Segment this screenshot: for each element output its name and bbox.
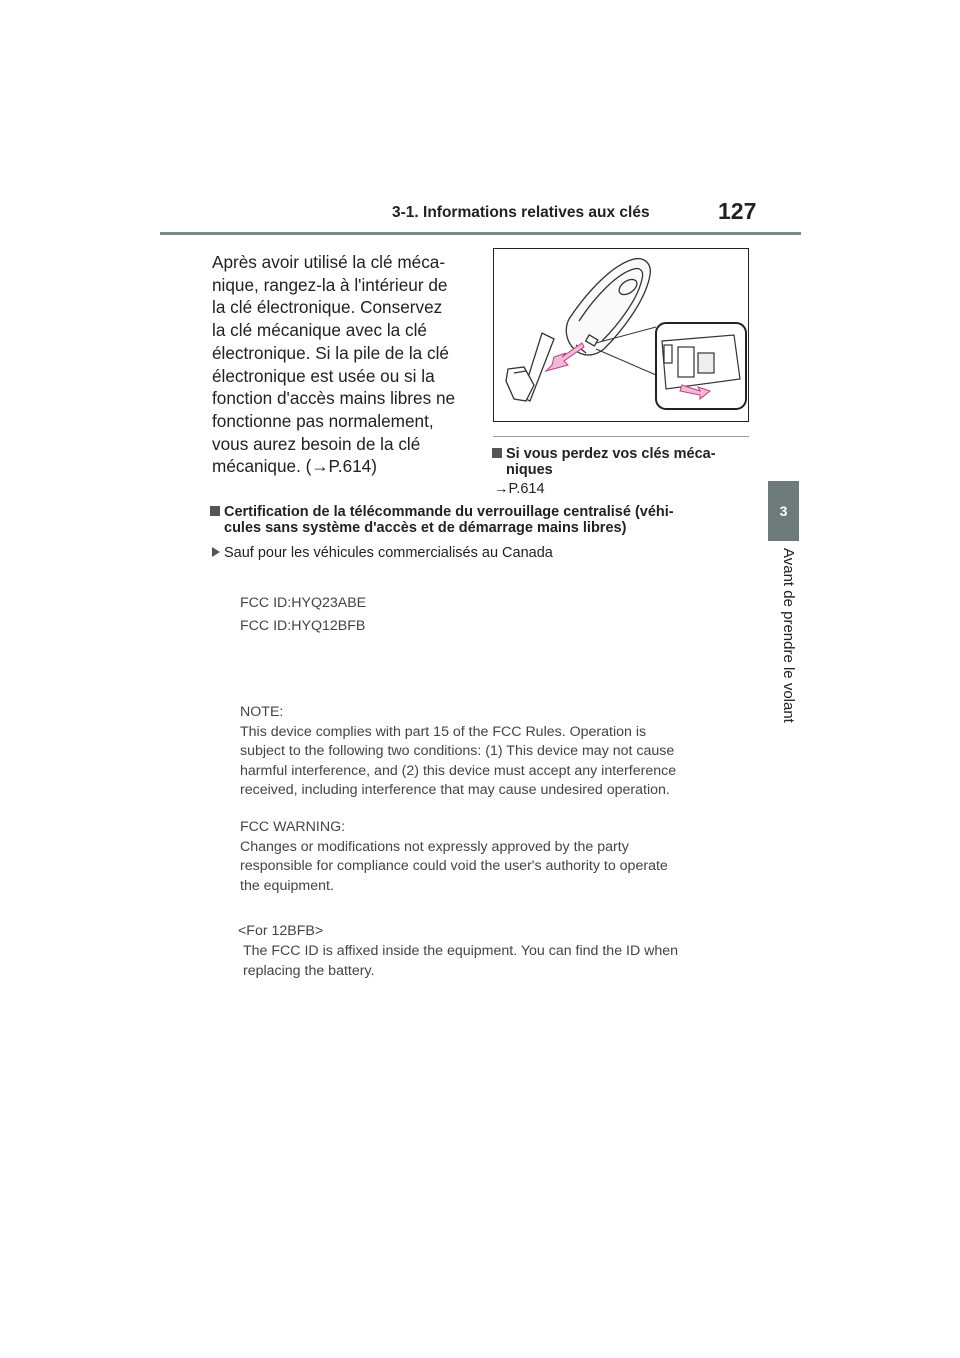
remove-arrow-icon: [546, 343, 584, 371]
fcc-note-line: harmful interference, and (2) this device must accept any interference: [240, 762, 677, 779]
intro-paragraph: [212, 251, 474, 478]
lost-keys-reference[interactable]: →P.614: [494, 481, 545, 497]
fcc-note-line: This device complies with part 15 of the FCC Rules. Operation is: [240, 723, 647, 740]
model-note-line: replacing the battery.: [243, 962, 375, 979]
intro-line: électronique. Si la pile de la clé: [212, 342, 449, 363]
figure-divider: [493, 436, 749, 437]
certification-heading: [210, 504, 750, 536]
fcc-id: FCC ID:HYQ23ABE: [240, 595, 367, 611]
fcc-id: FCC ID:HYQ12BFB: [240, 618, 366, 634]
fcc-note-line: received, including interference that may cause undesired operation.: [240, 782, 670, 798]
certification-heading-line: cules sans système d'accès et de démarrage mains libres): [224, 520, 627, 536]
bullet-triangle-icon: [212, 547, 220, 557]
fcc-warning-line: FCC WARNING:: [240, 819, 346, 835]
intro-line: fonction d'accès mains libres ne: [212, 388, 456, 409]
heading-square-icon: [210, 506, 220, 516]
intro-line: fonctionne pas normalement,: [212, 410, 434, 431]
fcc-model-tag: [238, 922, 738, 942]
model-note-line: The FCC ID is affixed inside the equipment. You can find the ID when: [243, 943, 679, 959]
intro-line: la clé mécanique avec la clé: [212, 320, 427, 341]
intro-line: la clé électronique. Conservez: [212, 297, 443, 318]
lost-keys-heading: [492, 446, 750, 478]
model-tag: <For 12BFB>: [238, 923, 324, 939]
header-rule: [160, 232, 801, 235]
zoom-inset: [656, 323, 746, 409]
intro-line: mécanique. (→P.614): [212, 456, 377, 477]
heading-square-icon: [492, 448, 502, 458]
chapter-tab[interactable]: 3: [768, 481, 799, 541]
certification-heading-line: Certification de la télécommande du verrouillage centralisé (véhi-: [224, 504, 674, 520]
intro-line: Après avoir utilisé la clé méca-: [212, 252, 446, 272]
chapter-label: Avant de prendre le volant: [780, 548, 797, 723]
fcc-model-note: [243, 942, 743, 981]
lost-keys-heading-line: Si vous perdez vos clés méca-: [506, 446, 716, 462]
key-storage-illustration: [494, 249, 748, 421]
fcc-ids: [240, 592, 740, 638]
mechanical-key-icon: [506, 333, 554, 401]
page-number: 127: [718, 198, 757, 224]
smart-key-icon: [566, 259, 650, 355]
fcc-warning-line: the equipment.: [240, 877, 334, 894]
fcc-note-line: NOTE:: [240, 704, 284, 720]
fcc-warning-line: Changes or modifications not expressly approved by the party: [240, 838, 629, 855]
fcc-note-line: subject to the following two conditions: (1) This device may not cause: [240, 743, 675, 759]
intro-line: vous aurez besoin de la clé: [212, 433, 421, 454]
fcc-note: [240, 703, 740, 801]
intro-line: électronique est usée ou si la: [212, 365, 435, 386]
section-title: 3-1. Informations relatives aux clés: [392, 204, 650, 221]
certification-bullet: [212, 545, 553, 561]
bullet-text: Sauf pour les véhicules commercialisés au Canada: [224, 545, 553, 561]
fcc-warning: [240, 818, 740, 896]
fcc-warning-line: responsible for compliance could void the user's authority to operate: [240, 858, 668, 874]
intro-line: nique, rangez-la à l'intérieur de: [212, 274, 448, 295]
lost-keys-heading-line: niques: [506, 462, 553, 478]
key-illustration: [493, 248, 749, 422]
